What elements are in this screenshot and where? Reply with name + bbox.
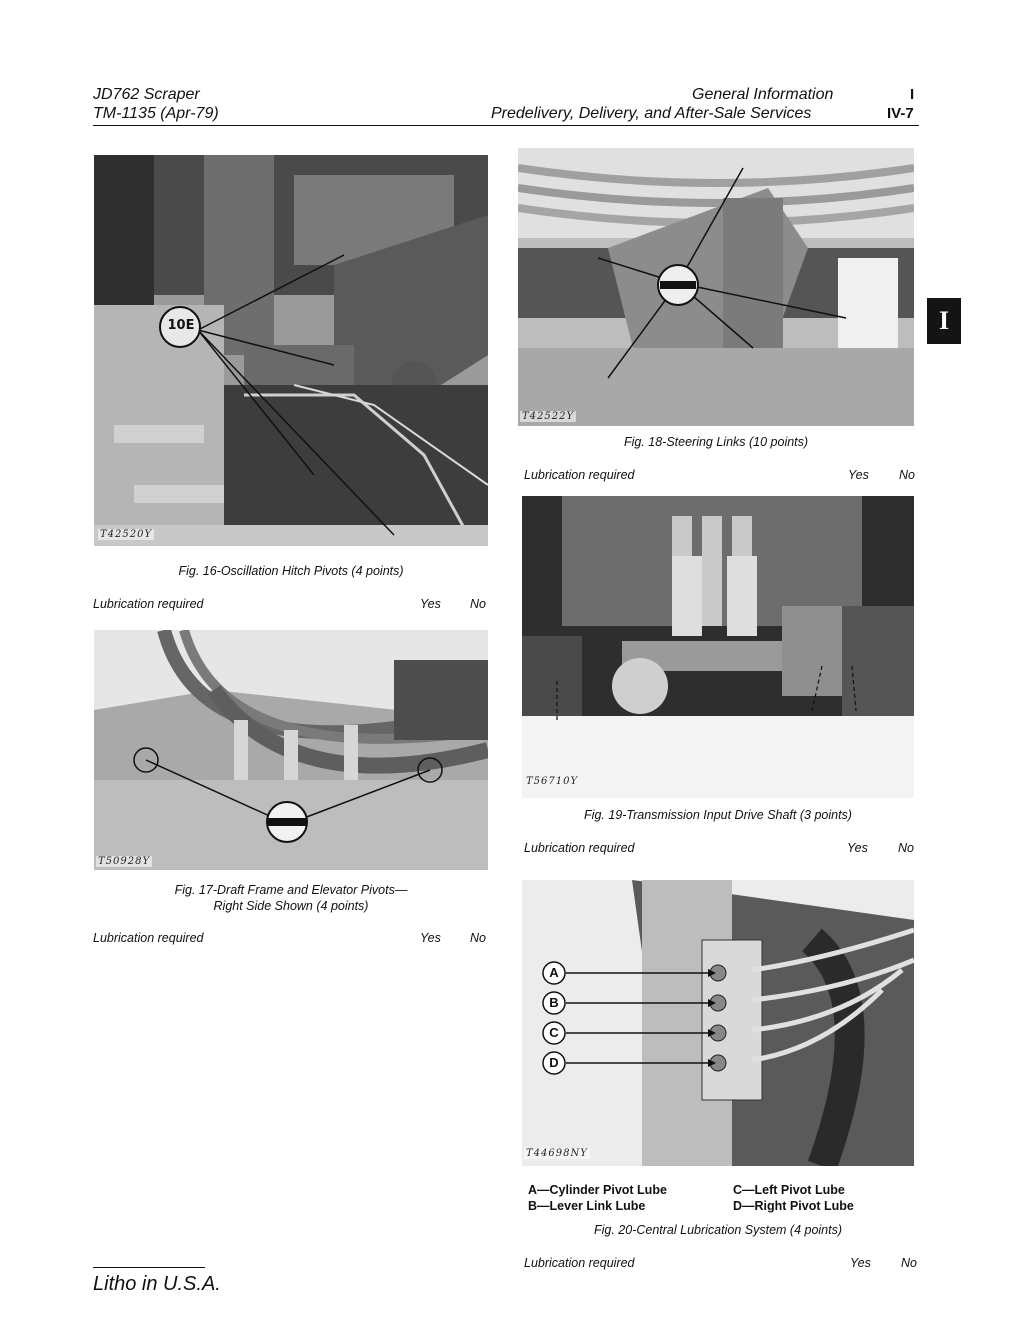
fig20-legend-d: D—Right Pivot Lube	[733, 1199, 854, 1213]
header-model: JD762 Scraper	[93, 86, 200, 103]
fig20-caption: Fig. 20-Central Lubrication System (4 points)	[593, 1223, 843, 1237]
header-section-title: General Information	[692, 86, 834, 103]
fig20-legend-c: C—Left Pivot Lube	[733, 1183, 845, 1197]
fig20-callout-a: A	[549, 965, 559, 980]
fig18-photo	[518, 148, 914, 426]
fig19-no-option[interactable]: No	[898, 841, 914, 855]
fig18-lubrication-label: Lubrication required	[524, 468, 635, 482]
fig16-lubrication-label: Lubrication required	[93, 597, 204, 611]
header-section-subtitle: Predelivery, Delivery, and After-Sale Services	[491, 105, 812, 122]
fig16-plate-text: 10E	[167, 318, 195, 333]
fig20-photo-code: T44698NY	[526, 1148, 588, 1159]
header-section-number: I	[910, 86, 915, 103]
fig19-photo	[522, 496, 914, 798]
fig17-photo	[94, 630, 488, 870]
fig17-caption-line1: Fig. 17-Draft Frame and Elevator Pivots—	[174, 883, 408, 897]
fig20-lubrication-label: Lubrication required	[524, 1256, 635, 1270]
fig20-legend-a: A—Cylinder Pivot Lube	[528, 1183, 667, 1197]
fig20-photo	[522, 880, 914, 1166]
footer-rule	[93, 1267, 205, 1268]
fig19-caption: Fig. 19-Transmission Input Drive Shaft (3 points)	[584, 808, 852, 822]
fig20-callout-c: C	[549, 1025, 559, 1040]
fig16-caption: Fig. 16-Oscillation Hitch Pivots (4 points)	[178, 564, 404, 578]
fig20-callout-b: B	[549, 995, 559, 1010]
footer-print-note: Litho in U.S.A.	[93, 1273, 221, 1295]
header-rule	[93, 125, 919, 126]
fig19-photo-code: T56710Y	[526, 776, 579, 787]
header-manual-number: TM-1135 (Apr-79)	[93, 105, 219, 122]
fig19-yes-option[interactable]: Yes	[847, 841, 868, 855]
fig20-yes-option[interactable]: Yes	[850, 1256, 871, 1270]
section-tab-marker: I	[927, 298, 961, 344]
fig19-lubrication-label: Lubrication required	[524, 841, 635, 855]
fig16-photo	[94, 155, 488, 546]
fig20-no-option[interactable]: No	[901, 1256, 917, 1270]
fig17-no-option[interactable]: No	[470, 931, 486, 945]
fig18-caption: Fig. 18-Steering Links (10 points)	[623, 435, 809, 449]
fig20-legend-b: B—Lever Link Lube	[528, 1199, 646, 1213]
fig17-yes-option[interactable]: Yes	[420, 931, 441, 945]
fig17-photo-code: T50928Y	[98, 856, 151, 867]
fig20-callout-d: D	[549, 1055, 559, 1070]
fig18-photo-code: T42522Y	[522, 411, 575, 422]
fig17-caption-line2: Right Side Shown (4 points)	[213, 899, 369, 913]
header-page-number: IV-7	[887, 105, 914, 122]
fig16-no-option[interactable]: No	[470, 597, 486, 611]
fig16-yes-option[interactable]: Yes	[420, 597, 441, 611]
fig18-no-option[interactable]: No	[899, 468, 915, 482]
fig17-lubrication-label: Lubrication required	[93, 931, 204, 945]
fig16-photo-code: T42520Y	[100, 529, 153, 540]
fig18-yes-option[interactable]: Yes	[848, 468, 869, 482]
